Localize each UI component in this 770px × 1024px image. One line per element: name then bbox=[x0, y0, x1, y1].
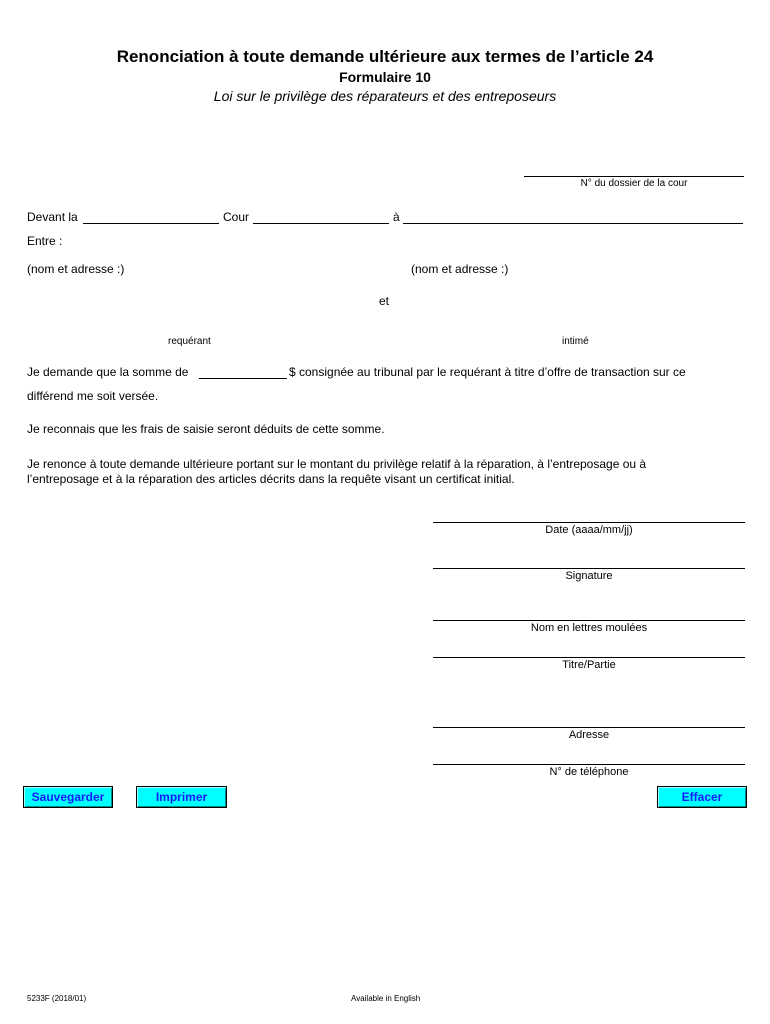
requerant-label: requérant bbox=[168, 336, 211, 347]
form-title: Renonciation à toute demande ultérieure aux termes de l’article 24 bbox=[116, 47, 654, 66]
phone-line[interactable] bbox=[433, 764, 745, 765]
devant-la-label: Devant la bbox=[27, 210, 78, 224]
title-line[interactable] bbox=[433, 657, 745, 658]
demand-prefix: Je demande que la somme de bbox=[27, 365, 189, 379]
date-line[interactable] bbox=[433, 522, 745, 523]
printed-name-line[interactable] bbox=[433, 620, 745, 621]
court-type-field[interactable] bbox=[253, 209, 389, 224]
court-file-number-field[interactable] bbox=[524, 162, 744, 177]
applicant-name-address-field[interactable] bbox=[27, 278, 367, 328]
title-label: Titre/Partie bbox=[562, 659, 616, 671]
demand-line2: différend me soit versée. bbox=[27, 389, 159, 403]
form-code: 5233F (2018/01) bbox=[27, 994, 87, 1003]
renounce-line2: l’entreposage et à la réparation des articles décrits dans la requête visant un certificat initial. bbox=[27, 472, 515, 486]
law-name: Loi sur le privilège des réparateurs et des entreposeurs bbox=[213, 88, 557, 104]
signature-line[interactable] bbox=[433, 568, 745, 569]
respondent-name-address-field[interactable] bbox=[411, 278, 741, 328]
date-label: Date (aaaa/mm/jj) bbox=[545, 524, 633, 536]
left-party-label: (nom et adresse :) bbox=[27, 262, 125, 276]
intime-label: intimé bbox=[562, 336, 589, 347]
court-file-number-label: N° du dossier de la cour bbox=[580, 178, 688, 189]
address-label: Adresse bbox=[568, 729, 610, 741]
demand-suffix: $ consignée au tribunal par le requérant à titre d’offre de transaction sur ce bbox=[289, 365, 686, 379]
form-number: Formulaire 10 bbox=[339, 69, 431, 85]
et-label: et bbox=[379, 294, 390, 308]
a-label: à bbox=[393, 210, 400, 224]
printed-name-label: Nom en lettres moulées bbox=[530, 622, 648, 634]
right-party-label: (nom et adresse :) bbox=[411, 262, 509, 276]
renounce-line1: Je renonce à toute demande ultérieure portant sur le montant du privilège relatif à la réparation, à l’entreposage ou à bbox=[27, 457, 647, 471]
address-line[interactable] bbox=[433, 727, 745, 728]
acknowledge-text: Je reconnais que les frais de saisie seront déduits de cette somme. bbox=[27, 422, 385, 436]
cour-label: Cour bbox=[223, 210, 250, 224]
phone-label: N° de téléphone bbox=[549, 766, 629, 778]
amount-field[interactable] bbox=[199, 364, 287, 379]
available-in-english: Available in English bbox=[351, 994, 421, 1003]
entre-label: Entre : bbox=[27, 234, 63, 248]
court-location-field[interactable] bbox=[403, 209, 743, 224]
clear-button[interactable]: Effacer bbox=[657, 786, 747, 808]
print-button[interactable]: Imprimer bbox=[136, 786, 227, 808]
save-button[interactable]: Sauvegarder bbox=[23, 786, 113, 808]
court-name-field[interactable] bbox=[83, 209, 219, 224]
signature-label: Signature bbox=[565, 570, 613, 582]
